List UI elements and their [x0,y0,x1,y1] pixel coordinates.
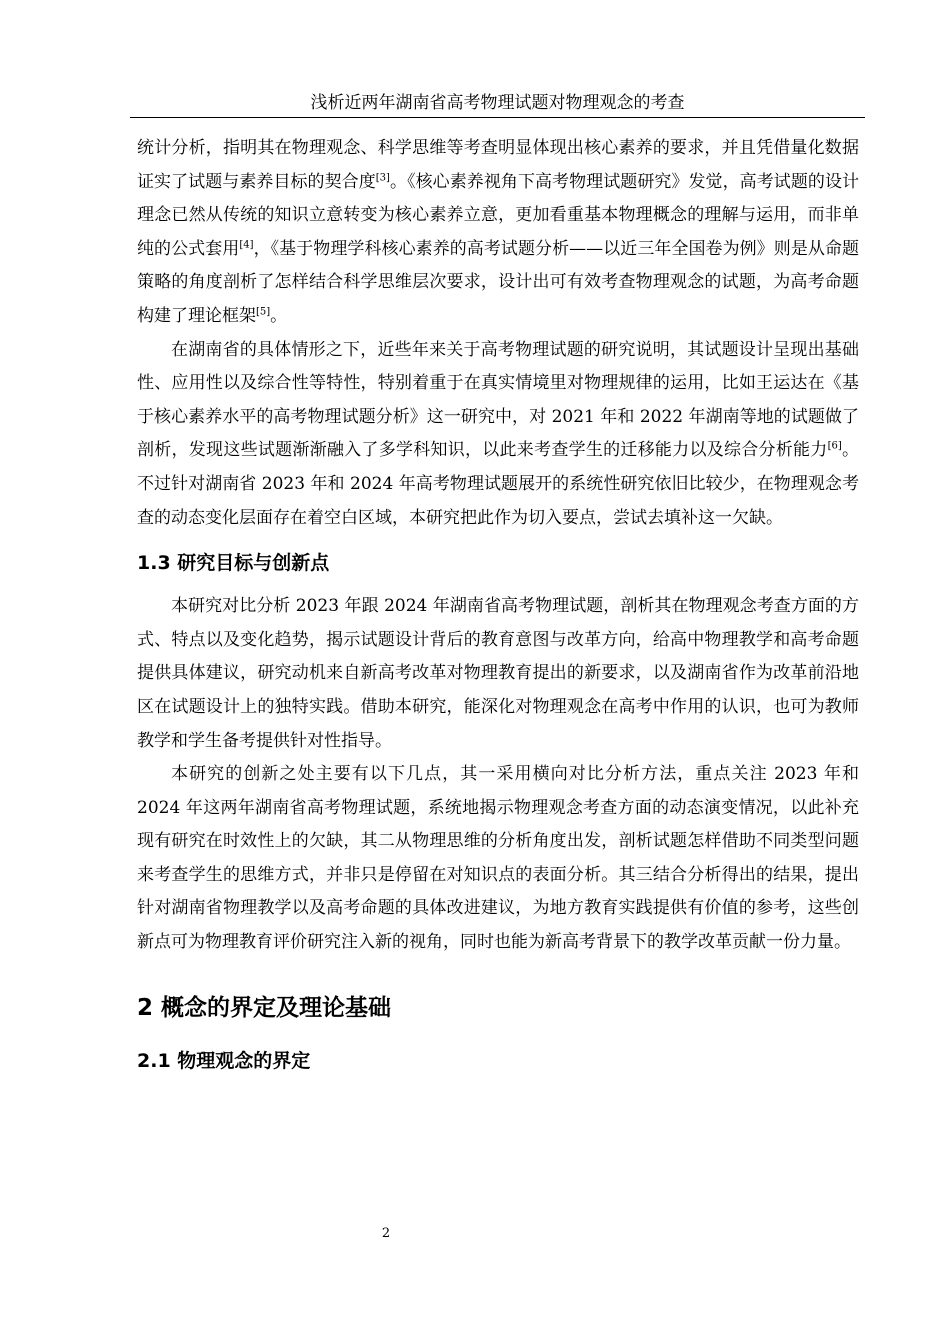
paragraph-literature-review [137,132,859,334]
paragraph-research-goals: 本研究对比分析 2023 年跟 2024 年湖南省高考物理试题，剖析其在物理观念考查方面的方式、特点以及变化趋势，揭示试题设计背后的教育意图与改革方向，给高中物理教学和高考命题提供具体建议，研究动机来自新高考改革对物理教育提出的新要求，以及湖南省作为改革前沿地区在试题设计上的独特实践。借助本研究，能深化对物理观念在高考中作用的认识，也可为教师教学和学生备考提供针对性指导。 [137,596,859,751]
section-heading-2-1: 2.1 物理观念的界定 [137,1049,311,1072]
running-header: 浅析近两年湖南省高考物理试题对物理观念的考查 [130,90,865,118]
paragraph-hunan-context [137,334,859,536]
text-run: ，《基于物理学科核心素养的高考试题分析——以近三年全国卷为例》则是从命题策略的角度剖析了怎样结合科学思维层次要求，设计出可有效考查物理观念的试题，为高考命题构建了理论框架 [137,238,860,326]
citation-ref: [3] [375,171,390,183]
text-run: 在湖南省的具体情形之下，近些年来关于高考物理试题的研究说明，其试题设计呈现出基础性、应用性以及综合性等特性，特别着重于在真实情境里对物理规律的运用，比如王运达在《基于核心素养水平的高考物理试题分析》这一研究中，对 2021 年和 2022 年湖南等地的试题做了剖析，发现这些试题渐渐融入了多学科知识，以此来考查学生的迁移能力以及综合分析能力 [137,339,859,461]
section-heading-1-3: 1.3 研究目标与创新点 [137,552,330,575]
paragraph-innovations: 本研究的创新之处主要有以下几点，其一采用横向对比分析方法，重点关注 2023 年和 2024 年这两年湖南省高考物理试题，系统地揭示物理观念考查方面的动态演变情况，以此补充现有研究在时效性上的欠缺，其二从物理思维的分析角度出发，剖析试题怎样借助不同类型问题来考查学生的思维方式，并非只是停留在对知识点的表面分析。其三结合分析得出的结果，提出针对湖南省物理教学以及高考命题的具体改进建议，为地方教育实践提供有价值的参考，这些创新点可为物理教育评价研究注入新的视角，同时也能为新高考背景下的教学改革贡献一份力量。 [137,764,859,953]
page-number: 2 [381,1226,391,1241]
citation-ref: [4] [239,239,254,251]
text-run: 。不过针对湖南省 2023 年和 2024 年高考物理试题展开的系统性研究依旧比较少，在物理观念考查的动态变化层面存在着空白区域，本研究把此作为切入要点，尝试去填补这一欠缺。 [137,440,859,528]
citation-ref: [5] [256,306,271,318]
chapter-heading-2: 2 概念的界定及理论基础 [137,994,392,1021]
page-body [137,132,859,1078]
text-run: 。 [270,305,288,326]
text-run: 。《核心素养视角下高考物理试题研究》发觉，高考试题的设计理念已然从传统的知识立意转变为核心素养立意，更加看重基本物理概念的理解与运用，而非单纯的公式套用 [137,171,860,259]
text-run: 统计分析，指明其在物理观念、科学思维等考查明显体现出核心素养的要求，并且凭借量化数据证实了试题与素养目标的契合度 [137,138,859,192]
citation-ref: [6] [827,440,842,452]
